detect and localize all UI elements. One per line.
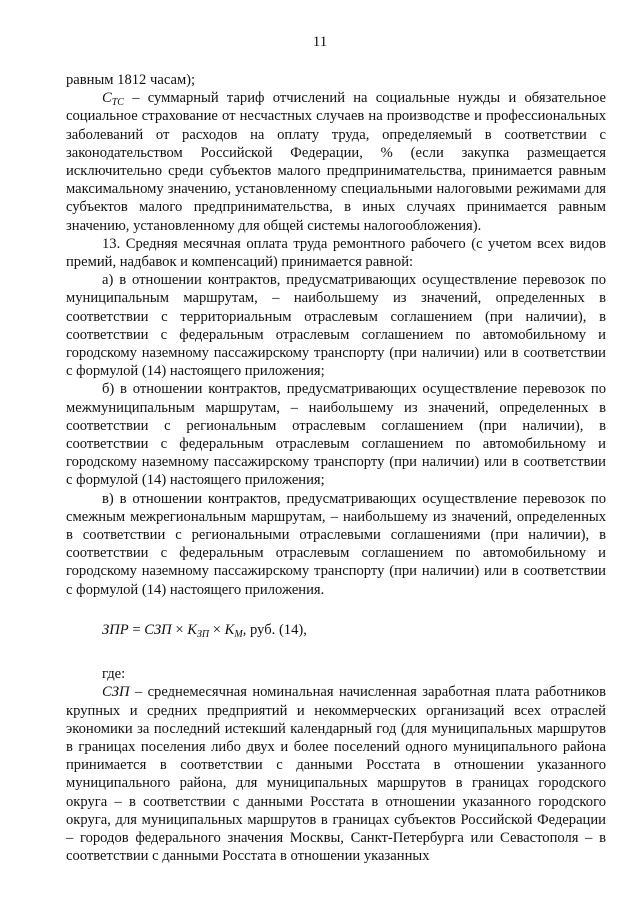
variable-ctc: $C_{TC}$ (102, 90, 124, 109)
paragraph-item-b: б) в отношении контрактов, предусматривающих осуществление перевозок по межмуниципальным маршрутам, – наибольшему из значений, определенных в соответствии с региональным отраслевым соглашением (при наличии), в соответствии с федеральным отраслевым соглашением по автомобильному и городскому наземному пассажирскому транспорту (при наличии) или в соответствии с формулой (14) настоящего приложения; (66, 381, 606, 489)
formula-14: ЗПР = СЗП × $К_{ЗП} \times К_М$, руб. (14), (102, 621, 307, 640)
term-szp: СЗП (102, 684, 130, 701)
paragraph-item-a: а) в отношении контрактов, предусматривающих осуществление перевозок по муниципальным маршрутам, – наибольшему из значений, определенных в соответствии с территориальным отраслевым соглашением (при наличии), в соответствии с федеральным отраслевым соглашением по автомобильному и городскому наземному пассажирскому транспорту (при наличии) или в соответствии с формулой (14) настоящего приложения; (66, 272, 606, 380)
where-label: где: (102, 666, 126, 683)
paragraph-szp-definition: СЗП – среднемесячная номинальная начисленная заработная плата работников крупных и средних предприятий и некоммерческих организаций всех отраслей экономики за последний истекший календарный год (для муниципальных маршрутов в границах поселения либо двух и более поселений одного муниципального района принимается в соответствии с данными Росстата в отношении указанного муниципального района, для муниципальных маршрутов в границах городского округа – в соответствии с данными Росстата в отношении указанного городского округа, для муниципальных маршрутов в границах субъектов Российской Федерации – городов федерального значения Москвы, Санкт-Петербурга или Севастополя – в соответствии с данными Росстата в отношении указанных (66, 684, 606, 865)
page-number: 11 (312, 34, 328, 50)
paragraph-item-v: в) в отношении контрактов, предусматривающих осуществление перевозок по смежным межрегиональным маршрутам, – наибольшему из значений, определенных в соответствии с региональными отраслевыми соглашениями (при наличии), в соответствии с федеральным отраслевым соглашением по автомобильному и городскому наземному пассажирскому транспорту (при наличии) или в соответствии с формулой (14) настоящего приложения. (66, 490, 606, 598)
paragraph-continuation: равным 1812 часам); (66, 72, 196, 88)
paragraph-section-13: 13. Средняя месячная оплата труда ремонтного рабочего (с учетом всех видов премий, надбавок и компенсаций) принимается равной: (66, 235, 606, 271)
paragraph-ctc-definition: $C_{TC}$ – суммарный тариф отчислений на социальные нужды и обязательное социальное страхование от несчастных случаев на производстве и профессиональных заболеваний от расходов на оплату труда, определяемый в соответствии с законодательством Российской Федерации, % (если закупка размещается исключительно среди субъектов малого предпринимательства, принимается равным максимальному значению, установленному специальными налоговыми режимами для субъектов малого предпринимательства, в иных случаях принимается равным значению, установленному для общей системы налогообложения). (66, 90, 606, 234)
document-body (66, 71, 606, 865)
